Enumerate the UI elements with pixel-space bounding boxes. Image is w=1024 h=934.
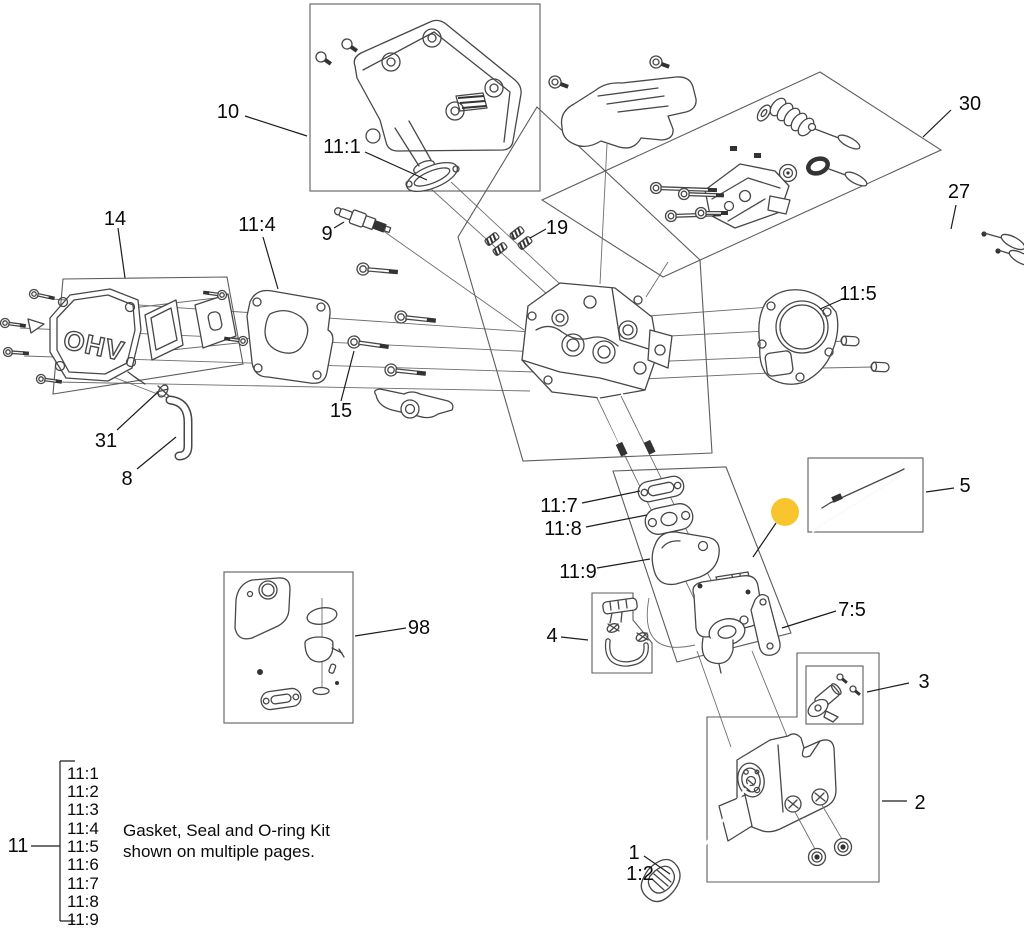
- screw-hole: [812, 789, 828, 805]
- cover-screw: [314, 50, 334, 68]
- callout-14: 14: [103, 208, 127, 230]
- callout-5: 5: [959, 475, 971, 497]
- callout-19: 19: [545, 217, 569, 239]
- air-cleaner-drawing: [641, 734, 851, 902]
- kit-item: 11:7: [67, 874, 99, 893]
- valve-cover-drawing: [314, 20, 521, 197]
- shield-screw: [547, 74, 570, 92]
- kit-note-line2: shown on multiple pages.: [123, 842, 315, 861]
- callout-10: 10: [216, 101, 240, 123]
- kit-note: [123, 821, 330, 861]
- shield-screw: [648, 54, 671, 72]
- push-rods-drawing: [903, 230, 1024, 269]
- cover-screw: [340, 37, 360, 55]
- dowel-pin: [871, 362, 889, 372]
- kit-item: 11:5: [67, 837, 99, 856]
- callout-2: 2: [914, 792, 926, 814]
- kit-item: 11:4: [67, 819, 99, 838]
- callout-11-4: 11:4: [238, 214, 276, 236]
- carb-kit-drawing: [235, 578, 344, 711]
- valve-spring: [767, 95, 817, 138]
- nut: [809, 849, 826, 866]
- heat-shield-drawing: [547, 54, 696, 148]
- governor-lever: [375, 389, 453, 418]
- callout-30: 30: [958, 93, 982, 115]
- kit-item: 11:1: [67, 764, 99, 783]
- governor-rod-box: [808, 458, 923, 532]
- cover-bolt: [29, 289, 56, 303]
- cylinder-head-group-box: [458, 107, 712, 461]
- callout-11-5: 11:5: [839, 283, 877, 305]
- breather-plate: [145, 300, 183, 360]
- callout-9: 9: [321, 223, 333, 245]
- head-bolt: [384, 363, 426, 379]
- cylinder-head-drawing: [522, 283, 672, 457]
- callout-4: 4: [546, 625, 558, 647]
- callout-7-5: 7:5: [838, 599, 866, 621]
- spark-plug-drawing: [332, 204, 392, 237]
- gasket-11-4: [247, 290, 333, 383]
- callout-11-9: 11:9: [559, 561, 597, 583]
- valve-train-drawing: [650, 95, 868, 228]
- intake-gaskets-drawing: [636, 474, 719, 584]
- breather-hose-drawing: [156, 383, 188, 456]
- callout-15: 15: [329, 400, 353, 422]
- kit-item: 11:8: [67, 892, 99, 911]
- callout-11-7: 11:7: [540, 495, 578, 517]
- part-highlight-marker[interactable]: [771, 498, 799, 526]
- kit-list: [8, 761, 99, 929]
- callout-31: 31: [94, 430, 118, 452]
- kit-item: 11:3: [67, 800, 99, 819]
- gasket-11-7: [636, 474, 685, 503]
- cover-bolt: [36, 374, 63, 386]
- head-bolt: [347, 335, 389, 353]
- carburetor-drawing: [647, 572, 780, 673]
- dowel-pin: [841, 336, 859, 346]
- callout-3: 3: [918, 671, 930, 693]
- callout-labels: [95, 93, 981, 885]
- primer-drawing: [805, 673, 862, 722]
- exhaust-gasket: [260, 687, 302, 710]
- screw-hole: [785, 796, 801, 812]
- callout-98: 98: [407, 617, 431, 639]
- callout-1-2: 1:2: [626, 863, 654, 885]
- kit-item: 11:9: [67, 910, 99, 929]
- head-stud: [622, 394, 656, 455]
- callout-11-8: 11:8: [544, 518, 582, 540]
- float-bowl: [305, 637, 344, 662]
- head-stud: [598, 396, 628, 457]
- ohv-embossed-text: OHV: [60, 324, 128, 367]
- governor-rod-drawing: [813, 463, 905, 532]
- hose-clamp: [606, 622, 620, 634]
- kit-item: 11:6: [67, 855, 99, 874]
- head-bolts-drawing: [347, 262, 453, 418]
- callout-8: 8: [121, 468, 133, 490]
- nut: [835, 839, 852, 856]
- kit-item: 11:2: [67, 782, 99, 801]
- callout-27: 27: [947, 181, 971, 203]
- grommet-cone: [28, 319, 44, 333]
- kit-note-line1: Gasket, Seal and O-ring Kit: [123, 821, 330, 840]
- alignment-lines: [20, 144, 873, 751]
- head-bolt: [356, 262, 398, 278]
- breather-cover-drawing: [0, 288, 333, 386]
- governor-arm: [751, 595, 780, 656]
- callout-11-1: 11:1: [323, 136, 361, 158]
- callout-1: 1: [628, 842, 640, 864]
- callout-11: 11: [7, 835, 29, 857]
